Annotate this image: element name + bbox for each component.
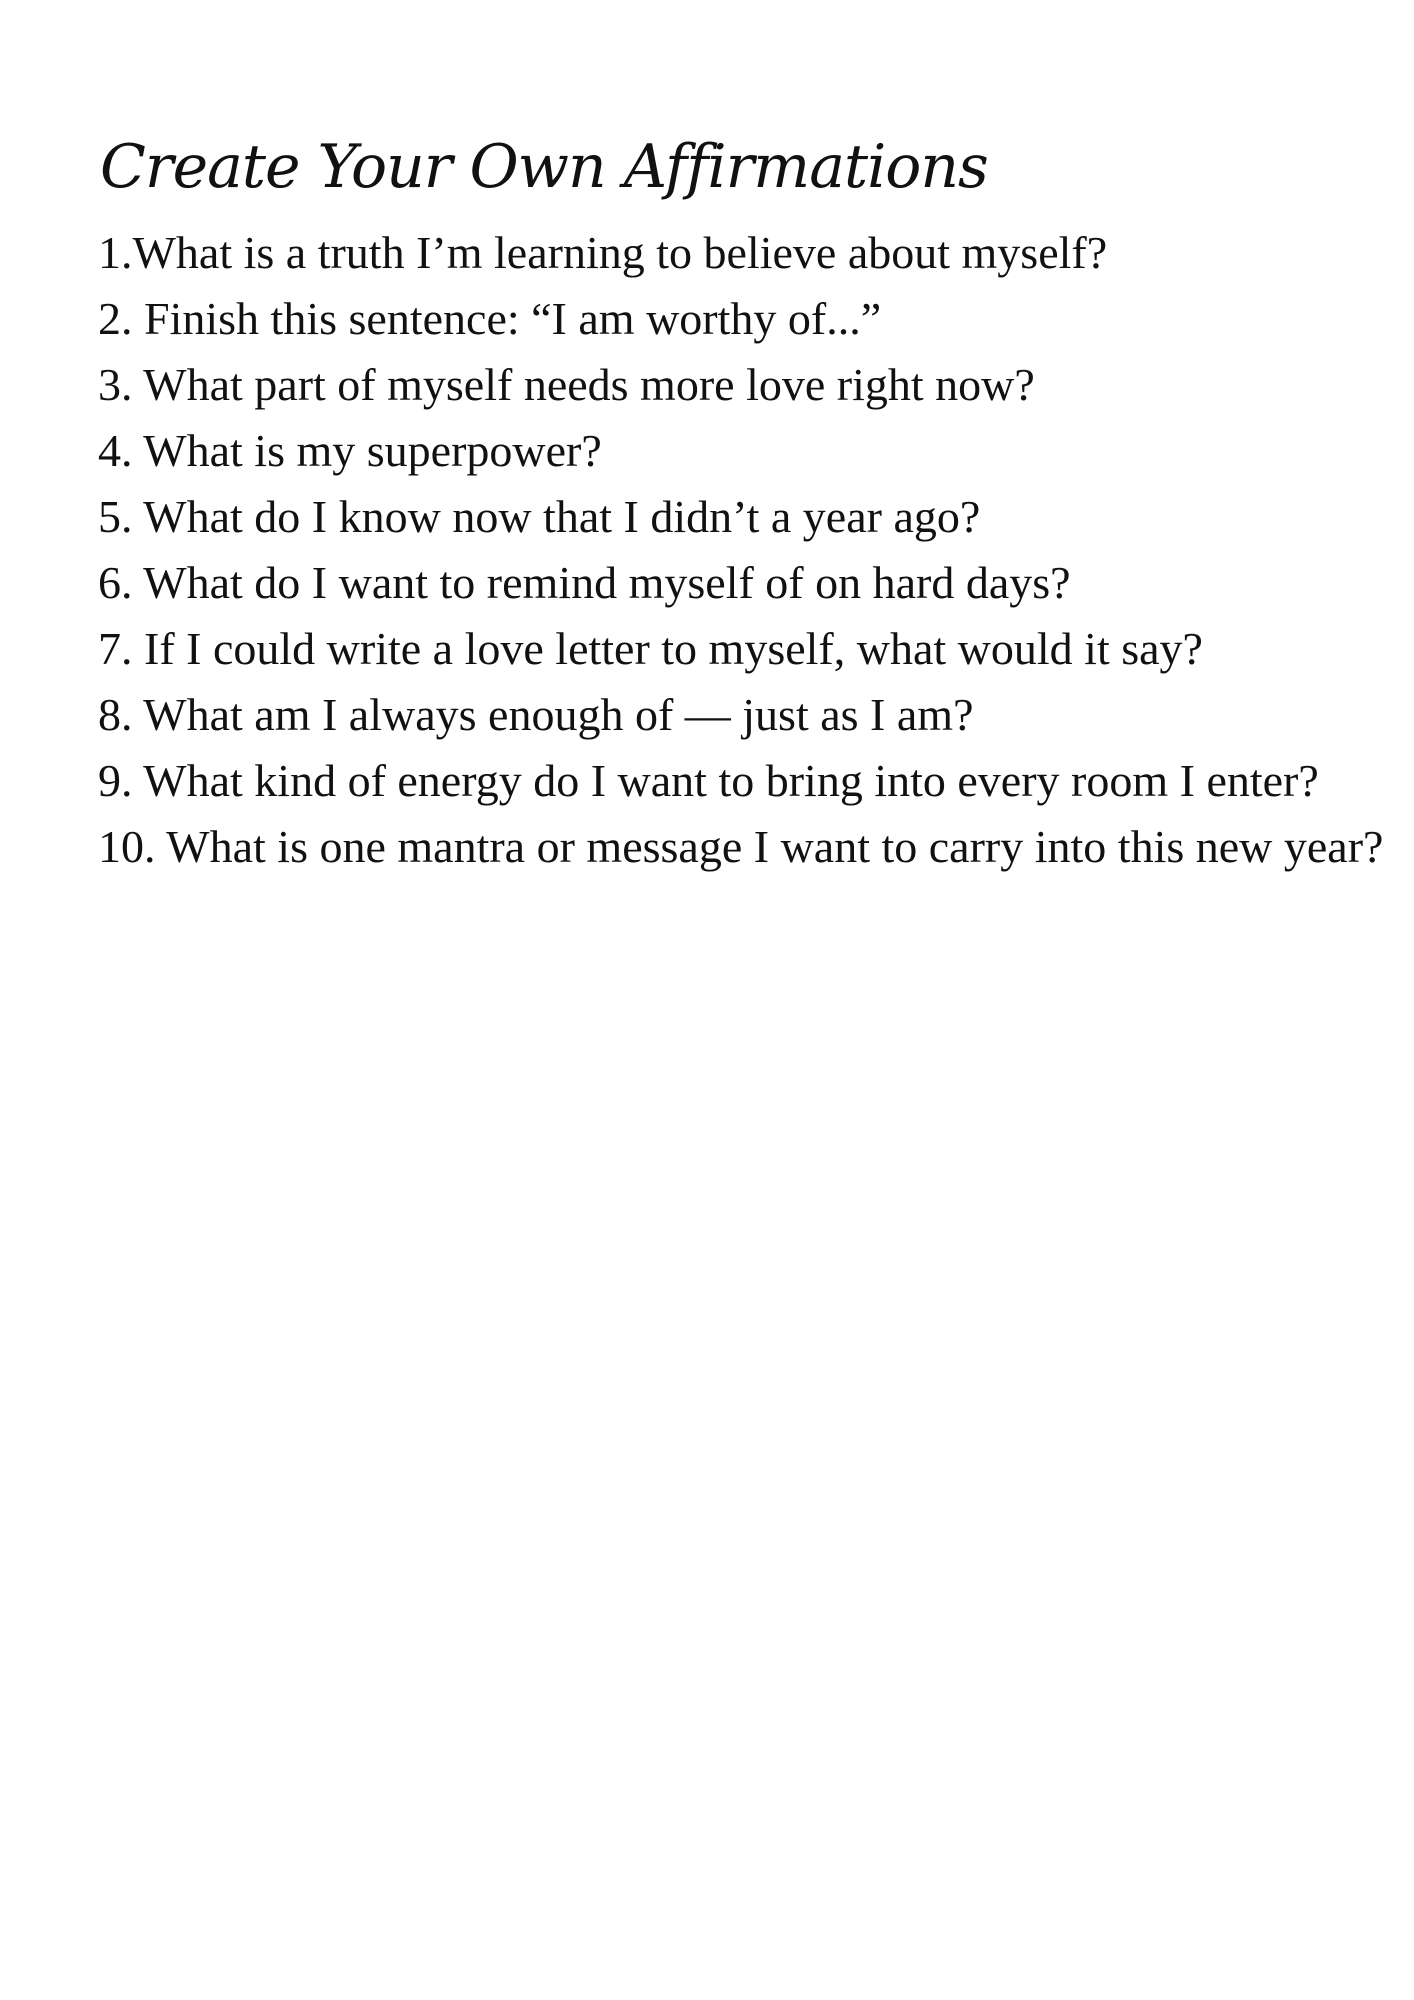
question-item: 5. What do I know now that I didn’t a year ago? bbox=[98, 491, 981, 542]
question-item: 3. What part of myself needs more love right now? bbox=[98, 359, 1035, 410]
question-item: 9. What kind of energy do I want to bring into every room I enter? bbox=[98, 755, 1319, 806]
question-item: 10. What is one mantra or message I want to carry into this new year? bbox=[98, 821, 1384, 872]
page-title: Create Your Own Affirmations bbox=[100, 132, 988, 202]
question-item: 6. What do I want to remind myself of on hard days? bbox=[98, 557, 1071, 608]
question-item: 8. What am I always enough of — just as I am? bbox=[98, 689, 974, 740]
question-item: 2. Finish this sentence: “I am worthy of...” bbox=[98, 293, 882, 344]
question-list bbox=[98, 220, 1398, 880]
question-item: 4. What is my superpower? bbox=[98, 425, 602, 476]
question-item: 1.What is a truth I’m learning to believe about myself? bbox=[98, 227, 1108, 278]
question-item: 7. If I could write a love letter to myself, what would it say? bbox=[98, 623, 1203, 674]
